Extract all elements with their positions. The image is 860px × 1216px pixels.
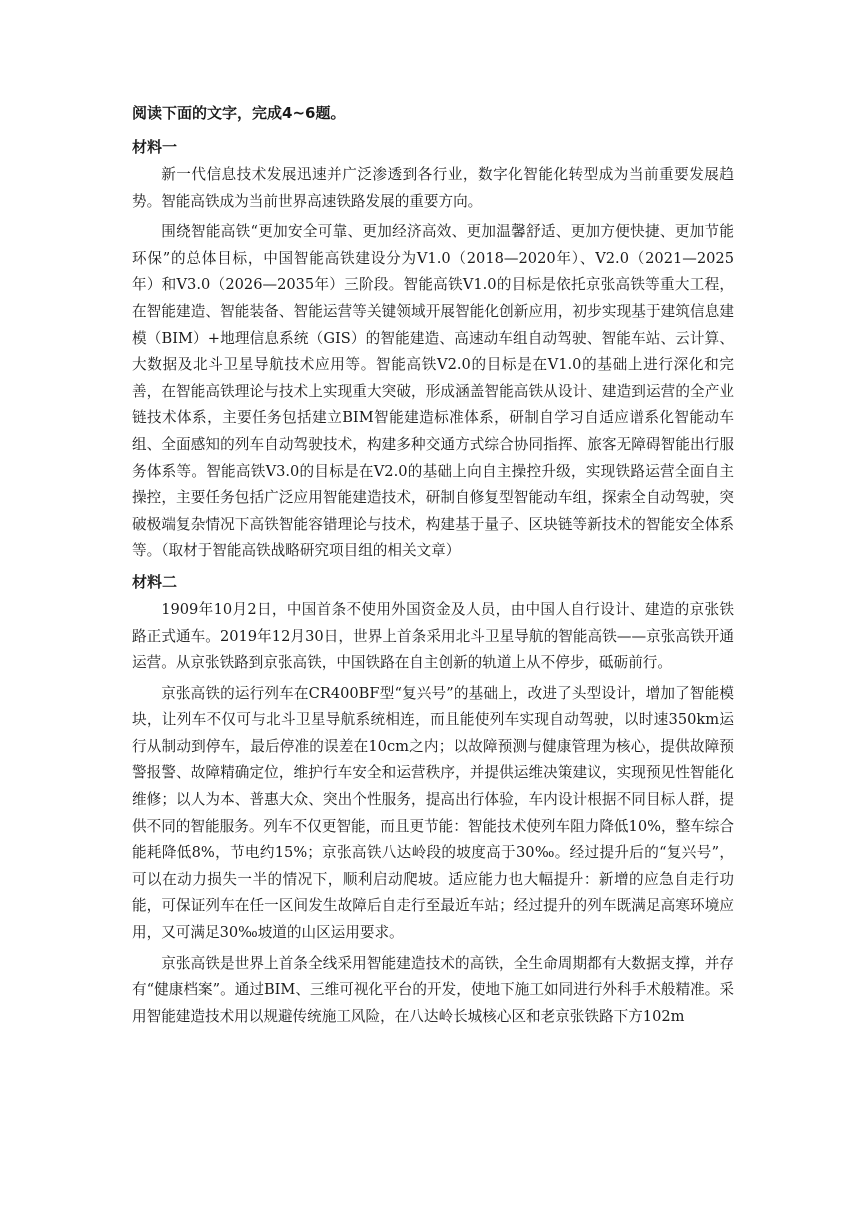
- reading-instruction: 阅读下面的文字，完成4~6题。: [132, 104, 346, 122]
- material-2-heading: 材料二: [132, 572, 178, 591]
- material-2-paragraph-2: 京张高铁的运行列车在CR400BF型“复兴号”的基础上，改进了头型设计，增加了智能模块，让列车不仅可与北斗卫星导航系统相连，而且能使列车实现自动驾驶，以时速350km运行从制动到停车，最后停准的误差在10cm之内；以故障预测与健康管理为核心，提供故障预警报警、故障精确定位，维护行车安全和运营秩序，并提供运维决策建议，实现预见性智能化维修；以人为本、普惠大众、突出个性服务，提高出行体验，车内设计根据不同目标人群，提供不同的智能服务。列车不仅更智能，而且更节能：智能技术使列车阻力降低10%，整车综合能耗降低8%，节电约15%；京张高铁八达岭段的坡度高于30‰。经过提升后的“复兴号”，可以在动力损失一半的情况下，顺利启动爬坡。适应能力也大幅提升：新增的应急自走行功能，可保证列车在任一区间发生故障后自走行至最近车站；经过提升的列车既满足高寒环境应用，又可满足30‰坡道的山区运用要求。: [132, 684, 734, 942]
- material-1-heading: 材料一: [132, 138, 178, 156]
- material-1-paragraph-2: 围绕智能高铁“更加安全可靠、更加经济高效、更加温馨舒适、更加方便快捷、更加节能环保”的总体目标，中国智能高铁建设分为V1.0（2018—2020年）、V2.0（2021—2025年）和V3.0（2026—2035年）三阶段。智能高铁V1.0的目标是依托京张高铁等重大工程，在智能建造、智能装备、智能运营等关键领域开展智能化创新应用，初步实现基于建筑信息建模（BIM）+地理信息系统（GIS）的智能建造、高速动车组自动驾驶、智能车站、云计算、大数据及北斗卫星导航技术应用等。智能高铁V2.0的目标是在V1.0的基础上进行深化和完善，在智能高铁理论与技术上实现重大突破，形成涵盖智能高铁从设计、建造到运营的全产业链技术体系，主要任务包括建立BIM智能建造标准体系，研制自学习自适应谱系化智能动车组、全面感知的列车自动驾驶技术，构建多种交通方式综合协同指挥、旅客无障碍智能出行服务体系等。智能高铁V3.0的目标是在V2.0的基础上向自主操控升级，实现铁路运营全面自主操控，主要任务包括广泛应用智能建造技术，研制自修复型智能动车组，探索全自动驾驶，突破极端复杂情况下高铁智能容错理论与技术，构建基于量子、区块链等新技术的智能安全体系等。（取材于智能高铁战略研究项目组的相关文章）: [132, 223, 734, 560]
- document-page: [132, 100, 734, 1034]
- material-1-paragraph-1: 新一代信息技术发展迅速并广泛渗透到各行业，数字化智能化转型成为当前重要发展趋势。智能高铁成为当前世界高速铁路发展的重要方向。: [132, 166, 734, 210]
- material-2-paragraph-1: 1909年10月2日，中国首条不使用外国资金及人员，由中国人自行设计、建造的京张铁路正式通车。2019年12月30日，世界上首条采用北斗卫星导航的智能高铁——京张高铁开通运营。从京张铁路到京张高铁，中国铁路在自主创新的轨道上从不停步，砥砺前行。: [132, 600, 734, 672]
- material-2-paragraph-3: 京张高铁是世界上首条全线采用智能建造技术的高铁，全生命周期都有大数据支撑，并存有“健康档案”。通过BIM、三维可视化平台的开发，使地下施工如同进行外科手术般精准。采用智能建造技术用以规避传统施工风险，在八达岭长城核心区和老京张铁路下方102m: [132, 954, 734, 1025]
